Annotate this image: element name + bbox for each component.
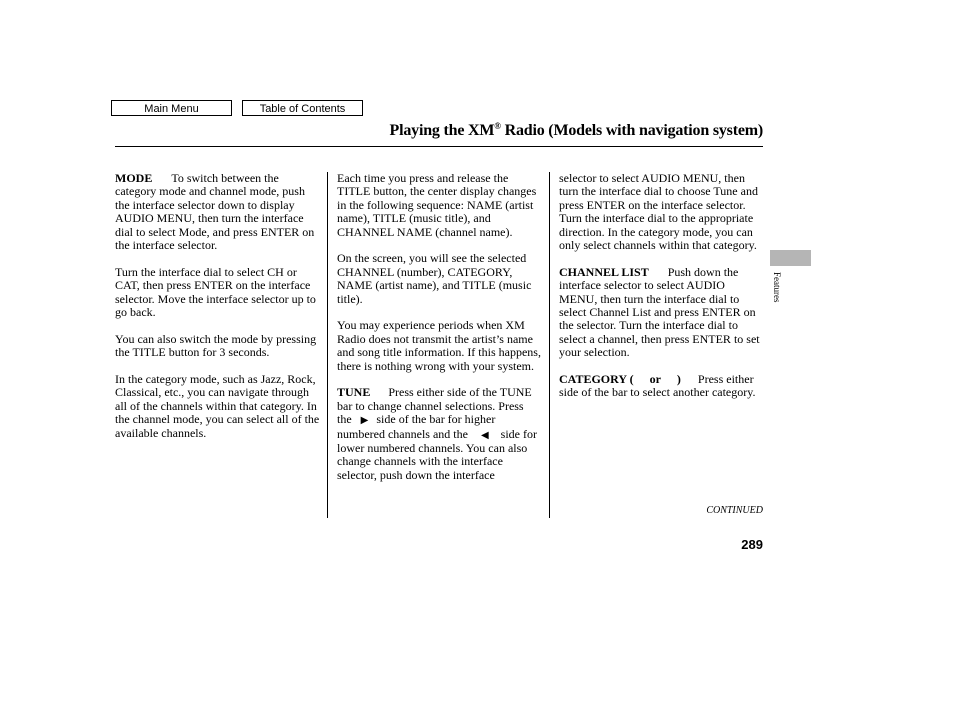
left-arrow-icon: ◀ xyxy=(480,429,489,441)
main-menu-button[interactable]: Main Menu xyxy=(111,100,232,116)
tune-text-b: side of the bar for higher numbered channels and the xyxy=(337,412,496,441)
col2-paragraph-3: You may experience periods when XM Radio does not transmit the artist’s name and song title information. If this happens, there is nothing wrong with your system. xyxy=(337,318,541,373)
mode-label: MODE xyxy=(115,171,153,185)
col1-paragraph-3: You can also switch the mode by pressing the TITLE button for 3 seconds. xyxy=(115,331,317,360)
title-rule xyxy=(115,146,763,147)
title-pre: Playing the XM xyxy=(389,122,495,139)
channel-list-text: Push down the interface selector to select AUDIO MENU, then turn the interface dial to select Channel List and press ENTER on the selector. Turn the interface dial to select a channel, then press ENTER to set your selection. xyxy=(559,264,760,360)
column-divider-1 xyxy=(327,172,328,518)
tune-label: TUNE xyxy=(337,385,371,400)
column-2 xyxy=(337,172,541,496)
col1-paragraph-4: In the category mode, such as Jazz, Rock, Classical, etc., you can navigate through all of the channels within that category. In the channel mode, you can select all of the available channels. xyxy=(115,372,320,440)
tune-paragraph xyxy=(337,386,541,482)
page-title xyxy=(390,121,763,140)
section-tab-marker xyxy=(770,250,811,266)
table-of-contents-button[interactable]: Table of Contents xyxy=(242,100,363,116)
mode-paragraph xyxy=(115,172,322,252)
column-3 xyxy=(559,172,765,413)
category-text-a: Press xyxy=(697,372,724,387)
title-post: Radio (Models with navigation system) xyxy=(500,122,763,139)
category-paragraph xyxy=(559,373,765,400)
registered-mark: ® xyxy=(494,121,501,131)
category-label-b: or xyxy=(649,372,661,387)
tune-text-c: side for lower numbered channels. You can also change channels with the interface selector, push down the interface xyxy=(337,426,537,482)
features-label: Features xyxy=(772,272,782,303)
mode-text: To switch between the category mode and channel mode, push the interface selector down to display AUDIO MENU, then turn the interface dial to select Mode, and press ENTER on the interface selector. xyxy=(115,171,315,253)
col2-paragraph-1: Each time you press and release the TITLE button, the center display changes in the following sequence: NAME (artist name), TITLE (music title), and CHANNEL NAME (channel name). xyxy=(337,171,537,239)
continued-label: CONTINUED xyxy=(706,505,763,516)
channel-list-paragraph xyxy=(559,266,765,360)
tune-text-a: Press either side of the TUNE bar to change channel selections. Press the xyxy=(337,385,532,427)
section-side-label xyxy=(770,272,782,322)
category-label-a: CATEGORY ( xyxy=(559,372,634,387)
channel-list-label: CHANNEL LIST xyxy=(559,264,649,279)
col1-paragraph-2: Turn the interface dial to select CH or CAT, then press ENTER on the interface selector. Move the interface selector up to go back. xyxy=(115,264,316,320)
col2-paragraph-2: On the screen, you will see the selected CHANNEL (number), CATEGORY, NAME (artist name), and TITLE (music title). xyxy=(337,251,532,306)
page-number: 289 xyxy=(741,537,763,552)
column-divider-2 xyxy=(549,172,550,518)
category-text-b: either side of the bar to select another category. xyxy=(559,372,756,400)
col3-paragraph-1: selector to select AUDIO MENU, then turn the interface dial to choose Tune and press ENTER on the interface selector. Turn the interface dial to the appropriate direction. In the category mode, you can only select channels within that category. xyxy=(559,171,758,253)
category-label-c: ) xyxy=(676,372,681,387)
right-arrow-icon: ▶ xyxy=(360,415,369,427)
column-1 xyxy=(115,172,322,453)
